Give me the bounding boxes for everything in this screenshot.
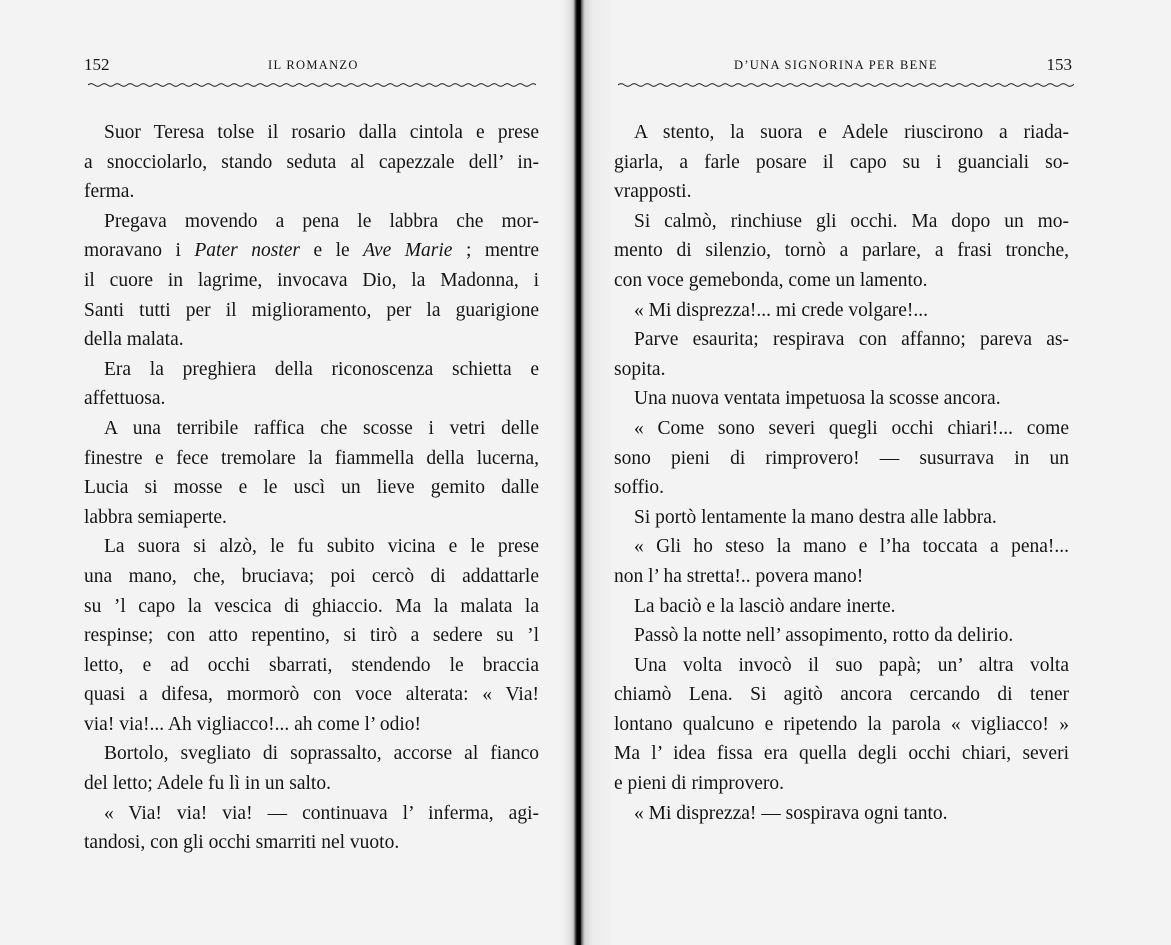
text-line bbox=[614, 562, 1069, 592]
text-line bbox=[84, 207, 539, 237]
text-line bbox=[84, 592, 539, 622]
text-line bbox=[84, 325, 539, 355]
text-segment: respinse; con atto repentino, si tirò a sedere su ’l bbox=[84, 625, 539, 647]
text-segment: Si portò lentamente la mano destra alle labbra. bbox=[634, 506, 997, 528]
text-segment: il cuore in lagrime, invocava Dio, la Madonna, i bbox=[84, 269, 539, 291]
text-segment: Suor Teresa tolse il rosario dalla cintola e prese bbox=[104, 122, 539, 143]
text-segment: A una terribile raffica che scosse i vetri delle bbox=[104, 417, 539, 439]
text-segment: Una volta invocò il suo papà; un’ altra volta bbox=[634, 654, 1069, 676]
text-segment: non l’ ha stretta!.. povera mano! bbox=[614, 565, 864, 587]
text-line bbox=[614, 266, 1069, 296]
text-segment: Si calmò, rinchiuse gli occhi. Ma dopo un mo- bbox=[634, 210, 1069, 232]
text-line bbox=[84, 562, 539, 592]
text-line bbox=[84, 414, 539, 444]
text-line bbox=[614, 355, 1069, 385]
text-line bbox=[84, 473, 539, 503]
text-line bbox=[614, 148, 1069, 178]
text-line bbox=[614, 621, 1069, 651]
text-line bbox=[614, 710, 1069, 740]
text-line bbox=[614, 325, 1069, 355]
text-line bbox=[84, 739, 539, 769]
text-line bbox=[84, 177, 539, 207]
text-line bbox=[614, 384, 1069, 414]
text-line bbox=[84, 355, 539, 385]
text-line bbox=[614, 769, 1069, 799]
text-line bbox=[84, 503, 539, 533]
text-segment: mento di silenzio, tornò a parlare, a frasi tronche, bbox=[614, 240, 1069, 262]
text-segment: su ’l capo la vescica di ghiaccio. Ma la malata la bbox=[84, 595, 539, 617]
text-segment: a snocciolarlo, stando seduta al capezzale dell’ in- bbox=[84, 151, 539, 173]
text-line bbox=[84, 769, 539, 799]
text-segment: chiamò Lena. Si agitò ancora cercando di tener bbox=[614, 684, 1069, 706]
text-line bbox=[84, 384, 539, 414]
left-page-header bbox=[84, 55, 540, 79]
text-line bbox=[614, 414, 1069, 444]
text-segment: con voce gemebonda, come un lamento. bbox=[614, 269, 928, 291]
text-line bbox=[614, 532, 1069, 562]
text-line bbox=[614, 236, 1069, 266]
text-segment: Parve esaurita; respirava con affanno; pareva as- bbox=[634, 329, 1069, 351]
left-page bbox=[0, 0, 565, 945]
text-line bbox=[84, 621, 539, 651]
text-segment: Una nuova ventata impetuosa la scosse ancora. bbox=[634, 388, 1001, 410]
text-segment: sopita. bbox=[614, 358, 666, 380]
text-segment: sono pieni di rimprovero! — susurrava in un bbox=[614, 447, 1069, 469]
text-segment: La suora si alzò, le fu subito vicina e le prese bbox=[104, 536, 539, 558]
text-segment: ferma. bbox=[84, 181, 135, 203]
text-segment: La baciò e la lasciò andare inerte. bbox=[634, 595, 896, 617]
text-segment: giarla, a farle posare il capo su i guanciali so- bbox=[614, 151, 1069, 173]
right-page-header bbox=[612, 55, 1072, 79]
text-line bbox=[84, 296, 539, 326]
text-segment: labbra semiaperte. bbox=[84, 506, 227, 528]
text-line bbox=[84, 680, 539, 710]
text-segment: « Mi disprezza!... mi crede volgare!... bbox=[634, 299, 929, 321]
wavy-rule-line bbox=[618, 84, 1074, 87]
running-title: IL ROMANZO bbox=[268, 58, 359, 72]
text-segment: della malata. bbox=[84, 329, 184, 351]
text-line bbox=[84, 266, 539, 296]
wavy-rule-line bbox=[88, 84, 536, 87]
text-segment: « Mi disprezza! — sospirava ogni tanto. bbox=[634, 802, 948, 824]
text-segment: « Come sono severi quegli occhi chiari!... come bbox=[634, 417, 1069, 439]
text-line bbox=[614, 799, 1069, 829]
text-line bbox=[614, 473, 1069, 503]
text-segment: affettuosa. bbox=[84, 388, 166, 410]
text-line bbox=[84, 148, 539, 178]
running-title: D’UNA SIGNORINA PER BENE bbox=[734, 58, 938, 72]
text-segment: lontano qualcuno e ripetendo la parola « vigliacco! » bbox=[614, 713, 1069, 735]
text-segment: Era la preghiera della riconoscenza schietta e bbox=[104, 358, 539, 380]
text-line bbox=[84, 710, 539, 740]
page-number: 153 bbox=[1046, 55, 1072, 74]
text-segment: del letto; Adele fu lì in un salto. bbox=[84, 773, 331, 795]
right-page-body bbox=[614, 118, 1069, 828]
text-line bbox=[84, 651, 539, 681]
text-line bbox=[614, 296, 1069, 326]
text-line bbox=[614, 680, 1069, 710]
text-line bbox=[614, 503, 1069, 533]
text-line bbox=[84, 444, 539, 474]
text-segment: finestre e fece tremolare la fiammella della lucerna, bbox=[84, 447, 539, 469]
text-segment: Pregava movendo a pena le labbra che mor- bbox=[104, 210, 539, 232]
text-line bbox=[614, 592, 1069, 622]
text-segment: tandosi, con gli occhi smarriti nel vuoto. bbox=[84, 832, 400, 854]
text-segment: via! via!... Ah vigliacco!... ah come l’ odio! bbox=[84, 713, 421, 735]
book-spine bbox=[563, 0, 611, 945]
text-line bbox=[614, 739, 1069, 769]
text-line bbox=[84, 236, 539, 266]
text-segment: « Via! via! via! — continuava l’ inferma, agi- bbox=[104, 802, 539, 824]
text-segment: « Gli ho steso la mano e l’ha toccata a pena!... bbox=[634, 536, 1069, 558]
text-segment: Lucia si mosse e le uscì un lieve gemito dalle bbox=[84, 477, 539, 499]
text-segment: A stento, la suora e Adele riuscirono a riada- bbox=[634, 122, 1069, 143]
text-segment: ; mentre bbox=[452, 240, 539, 262]
text-segment: Ma l’ idea fissa era quella degli occhi chiari, severi bbox=[614, 743, 1069, 765]
text-segment: Bortolo, svegliato di soprassalto, accorse al fianco bbox=[104, 743, 539, 765]
text-segment: vrapposti. bbox=[614, 181, 692, 203]
text-line bbox=[614, 207, 1069, 237]
text-line bbox=[84, 532, 539, 562]
text-segment: quasi a difesa, mormorò con voce alterata: « Via! bbox=[84, 684, 539, 706]
text-line bbox=[614, 177, 1069, 207]
wavy-rule bbox=[88, 78, 536, 92]
text-segment: soffio. bbox=[614, 477, 665, 499]
text-line bbox=[84, 799, 539, 829]
text-segment: letto, e ad occhi sbarrati, stendendo le braccia bbox=[84, 654, 539, 676]
text-line bbox=[614, 118, 1069, 148]
wavy-rule bbox=[618, 78, 1074, 92]
text-line bbox=[614, 651, 1069, 681]
text-line bbox=[84, 828, 539, 858]
page-number: 152 bbox=[84, 55, 110, 74]
left-page-body bbox=[84, 118, 539, 858]
text-segment: e le bbox=[299, 240, 364, 262]
text-segment: Passò la notte nell’ assopimento, rotto da delirio. bbox=[634, 625, 1014, 647]
text-line bbox=[614, 444, 1069, 474]
italic-text: Pater noster bbox=[194, 240, 300, 262]
right-page bbox=[612, 0, 1171, 945]
italic-text: Ave Marie bbox=[363, 240, 453, 262]
text-line bbox=[84, 118, 539, 148]
text-segment: moravano i bbox=[84, 240, 195, 262]
text-segment: una mano, che, bruciava; poi cercò di addattarle bbox=[84, 565, 539, 587]
text-segment: Santi tutti per il miglioramento, per la guarigione bbox=[84, 299, 539, 321]
text-segment: e pieni di rimprovero. bbox=[614, 773, 785, 795]
